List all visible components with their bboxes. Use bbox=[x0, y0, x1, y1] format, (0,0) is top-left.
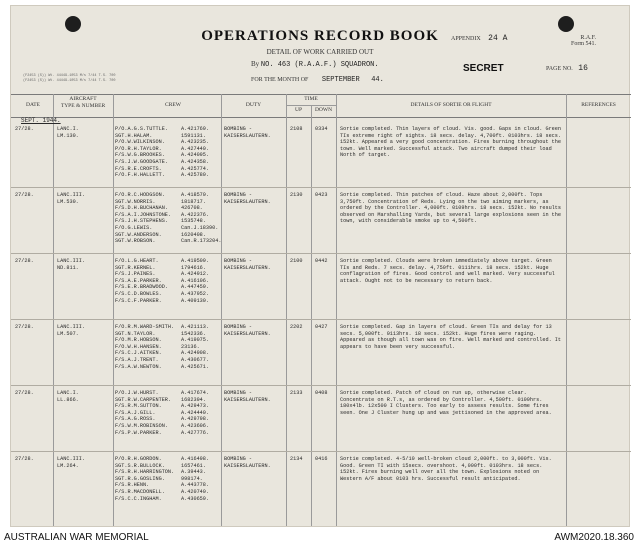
entry-time-up: 2133 bbox=[290, 390, 303, 396]
column-header-aircraft: AIRCRAFT TYPE & NUMBER bbox=[60, 96, 106, 109]
entry-time-down: 0408 bbox=[315, 390, 328, 396]
entry-service-numbers: A.416498. 1657461. A.39443. 998174. A.443778. A.420740. A.430659. bbox=[181, 456, 210, 502]
month-label: FOR THE MONTH OF bbox=[251, 77, 309, 83]
column-header-details: DETAILS OF SORTIE OR FLIGHT bbox=[410, 102, 492, 108]
entry-service-numbers: A.419509. 1794616. A.424912. A.416106. A.447459. A.437952. A.409130. bbox=[181, 258, 210, 304]
entry-aircraft: LANC.I. LM.130. bbox=[57, 126, 79, 139]
row-divider bbox=[11, 253, 631, 254]
appendix-value: 24 A bbox=[488, 34, 508, 43]
month-line bbox=[251, 76, 384, 84]
column-header-references: REFERENCES bbox=[581, 102, 616, 108]
column-rule bbox=[286, 94, 287, 526]
entry-duty: BOMBING - KAISERSLAUTERN. bbox=[224, 258, 271, 271]
entry-aircraft: LANC.III. LM.507. bbox=[57, 324, 86, 337]
entry-time-up: 2108 bbox=[290, 126, 303, 132]
date-heading: SEPT. 1944. bbox=[21, 117, 61, 124]
entry-details: Sortie completed. Thin patches of cloud. Haze about 2,000ft. Tops 3,750ft. Concentration of Reds. Lying on the two aiming markers, as ordered by the Controller. 4,000ft. 0109hrs. 18 secs. 152kt. No results observed on Marshalling Yards, but several large explosions seen in the town, with considerable smoke up to 4,500ft. bbox=[340, 192, 562, 225]
column-header-duty: DUTY bbox=[245, 102, 262, 108]
column-rule bbox=[53, 94, 54, 526]
appendix-label: APPENDIX bbox=[451, 36, 481, 42]
entry-crew: P/O.A.G.S.TUTTLE. SGT.H.HALAM. P/O.W.WILKINSON. P/O.R.H.TAYLOR. F/S.W.G.BROOKES. F/S.J.W.GOODGATE. F/S.R.E.CROFTS. F/O.F.H.HALLETT. bbox=[115, 126, 168, 179]
entry-duty: BOMBING - KAISERSLAUTERN. bbox=[224, 126, 271, 139]
entry-crew: P/O.R.H.GORDON. SGT.S.R.BULLOCK. F/S.R.H.HARRINGTON. SGT.R.G.GOSLING. F/S.R.HENN. F/S.R.MACDONELL. F/S.C.C.INGHAM. bbox=[115, 456, 175, 502]
entry-time-down: 0442 bbox=[315, 258, 328, 264]
entry-time-down: 0423 bbox=[315, 192, 328, 198]
column-rule bbox=[113, 94, 114, 526]
entry-aircraft: LANC.I. LL.866. bbox=[57, 390, 79, 403]
column-rule bbox=[336, 94, 337, 526]
entry-service-numbers: A.418570. 1818717. 426708. A.422376. 1535748. Can.J.18390. 1620408. Can.R.173204. bbox=[181, 192, 222, 245]
row-divider bbox=[11, 451, 631, 452]
unit-name: NO. 463 (R.A.A.F.) SQUADRON. bbox=[260, 61, 379, 69]
document-subtitle: DETAIL OF WORK CARRIED OUT bbox=[266, 48, 374, 56]
column-header-crew: CREW bbox=[165, 102, 181, 108]
entry-date: 27/28. bbox=[15, 456, 34, 462]
by-label: By bbox=[251, 60, 260, 68]
unit-line bbox=[251, 60, 379, 69]
column-rule bbox=[566, 94, 567, 526]
entry-details: Sortie completed. Patch of cloud on run up, otherwise clear. Concentrate on R.T.s, as ordered by Controller. 4,500ft. 0109hrs. 180x4lb. 12x500 I Clusters. Too early to assess results. Some fires seen. One J Cluster hung up and was jettisoned in the approved area. bbox=[340, 390, 552, 416]
printer-stamp-line: (F2453 (S)) Wt. 44449-1053 M/s 7/44 T.S. 700 bbox=[23, 74, 116, 78]
printer-stamp-line: (F2453 (S)) Wt. 44449-1053 M/s 7/44 T.S. 700 bbox=[23, 79, 116, 83]
entry-date: 27/28. bbox=[15, 324, 34, 330]
document-title: OPERATIONS RECORD BOOK bbox=[201, 28, 439, 44]
column-header-up: UP bbox=[294, 107, 303, 113]
entry-date: 27/28. bbox=[15, 390, 34, 396]
entry-details: Sortie completed. Thin layers of cloud. Vis. good. Gaps in cloud. Green TIs extreme right of sights. 18 secs. delay. 4,700ft. 0103hrs. 18 secs. 152kt. Appeared a very good concentration. Fires burning throughout the town. Well marked. Successful attack. Two aircraft dumped their load North of target. bbox=[340, 126, 562, 159]
entry-duty: BOMBING - KAISERSLAUTERN. bbox=[224, 324, 271, 337]
entry-details: Sortie completed. Clouds were broken immediately above target. Green TIs and Reds. 7 secs. delay. 4,750ft. 0111hrs. 18 secs. 152kt. Huge conflagration of fires. Good control and well marked. Very successful attack. Ought not to be necessary to return back. bbox=[340, 258, 555, 284]
column-header-date: DATE bbox=[25, 102, 41, 108]
raf-label: R.A.F. bbox=[580, 35, 597, 41]
row-divider bbox=[11, 319, 631, 320]
entry-crew: P/O.J.W.HURST. SGT.R.W.CARPENTER. F/S.R.M.SUTTON. F/S.A.J.GILL. F/S.A.G.ROSS. F/S.W.M.ROBINSON. F/S.P.W.PARKER. bbox=[115, 390, 172, 436]
page-label: PAGE NO. bbox=[546, 66, 573, 72]
entry-aircraft: LANC.III. LM.264. bbox=[57, 456, 86, 469]
entry-time-down: 0416 bbox=[315, 456, 328, 462]
record-sheet bbox=[10, 5, 630, 527]
entry-aircraft: LANC.III. ND.811. bbox=[57, 258, 86, 271]
entry-time-up: 2130 bbox=[290, 192, 303, 198]
entry-duty: BOMBING - KAISERSLAUTERN. bbox=[224, 192, 271, 205]
entry-duty: BOMBING - KAISERSLAUTERN. bbox=[224, 456, 271, 469]
month-value: SEPTEMBER bbox=[321, 76, 360, 84]
column-rule bbox=[311, 105, 312, 526]
entry-time-down: 0427 bbox=[315, 324, 328, 330]
entry-crew: F/O.R.M.WARD-SMITH. SGT.N.TAYLOR. F/O.M.R.HOBSON. F/O.W.H.HANSEN. F/S.C.J.AITKEN. F/S.A.J.TRENT. F/S.A.W.NEWTON. bbox=[115, 324, 175, 370]
column-header-time: TIME bbox=[304, 96, 318, 102]
entry-date: 27/28. bbox=[15, 258, 34, 264]
entry-time-down: 0334 bbox=[315, 126, 328, 132]
row-divider bbox=[11, 187, 631, 188]
footer-bar bbox=[0, 529, 640, 545]
entry-duty: BOMBING - KAISERSLAUTERN. bbox=[224, 390, 271, 403]
entry-service-numbers: A.421769. 1591131. A.423235. A.427440. A.424095. A.424358. A.425774. A.425780. bbox=[181, 126, 210, 179]
table-header bbox=[11, 94, 631, 118]
page-number-field bbox=[546, 64, 588, 73]
column-rule bbox=[221, 94, 222, 526]
entry-time-up: 2134 bbox=[290, 456, 303, 462]
page-value: 16 bbox=[578, 64, 588, 73]
appendix-field bbox=[451, 34, 507, 43]
entry-time-up: 2100 bbox=[290, 258, 303, 264]
entry-crew: F/O.R.C.HODGSON. SGT.W.NORRIS. F/S.D.H.BUCHANAN. F/S.A.I.JOHNSTONE. F/S.J.H.STEPHENS. F/O.G.LEWIS. SGT.W.ANDERSON. SGT.W.ROBSON. bbox=[115, 192, 172, 245]
raf-form-number bbox=[571, 35, 596, 47]
classification-mark: SECRET bbox=[463, 63, 504, 74]
entry-aircraft: LANC.III. LM.530. bbox=[57, 192, 86, 205]
entry-date: 27/28. bbox=[15, 126, 34, 132]
row-divider bbox=[11, 385, 631, 386]
year-value: 44. bbox=[371, 76, 384, 84]
printer-stamp bbox=[23, 74, 115, 84]
entry-date: 27/28. bbox=[15, 192, 34, 198]
entry-service-numbers: A.417674. 1682394. A.429473. A.424440. A.429798. A.423606. A.427776. bbox=[181, 390, 210, 436]
entry-details: Sortie completed. Gap in layers of cloud. Green TIs and delay for 13 secs. 5,000ft. 0113hrs. 18 secs. 152kt. Huge fires were raging. Appeared as though all town was on fire. Well marked and controlled. It appears to have been very successful. bbox=[340, 324, 562, 350]
entry-details: Sortie completed. 4-5/10 well-broken cloud 2,000ft. to 3,000ft. Vis. Good. Green TI with 15secs. overshoot. 4,000ft. 0103hrs. 18 secs. 152kt. Fires burning well over all the town. Explosions noted on Western A/F about 0103 hrs. Successful result anticipated. bbox=[340, 456, 552, 482]
entry-time-up: 2202 bbox=[290, 324, 303, 330]
form-number: Form 541. bbox=[571, 41, 597, 47]
footer-source: AUSTRALIAN WAR MEMORIAL bbox=[4, 532, 149, 543]
entry-service-numbers: A.421113. 1542336. A.419075. 23136. A.424908. A.430677. A.425671. bbox=[181, 324, 210, 370]
entry-crew: F/O.L.G.HEART. SGT.R.KERNEL. F/S.J.PAINES. F/S.A.E.PARKER. F/S.E.R.BRADWOOD. F/S.C.D.BOWLES. F/S.C.F.PARKER. bbox=[115, 258, 168, 304]
column-header-down: DOWN bbox=[314, 107, 333, 113]
footer-accession-number: AWM2020.18.360 bbox=[554, 532, 634, 543]
